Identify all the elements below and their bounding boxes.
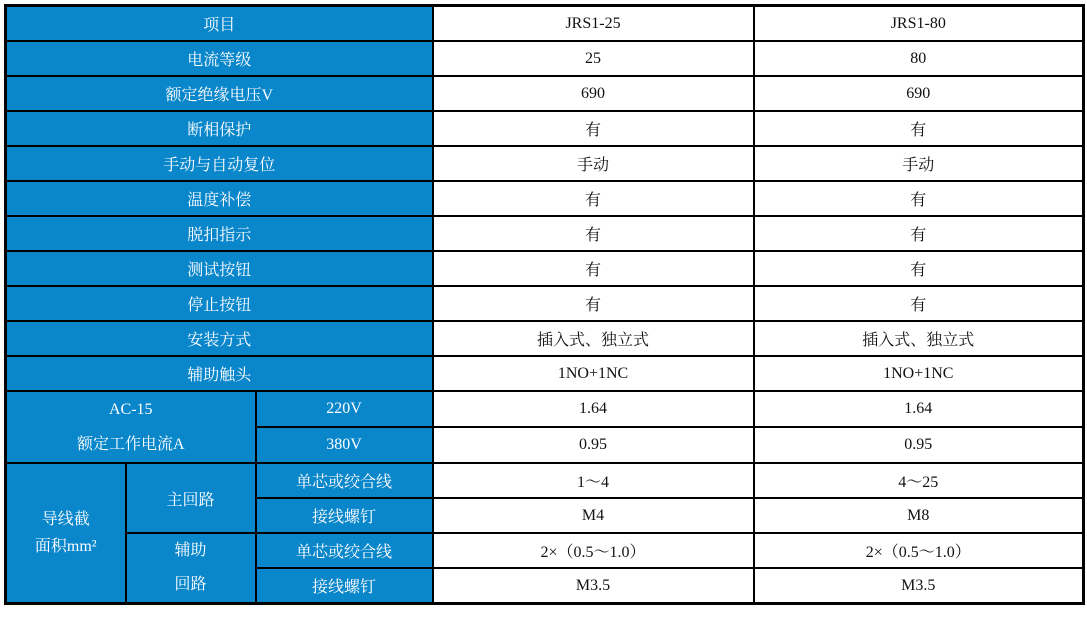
table-row — [6, 533, 1084, 568]
table-row — [6, 463, 1084, 498]
table-row — [6, 76, 1084, 111]
wire-area-label-line1: 导线截 — [41, 511, 90, 528]
jrs1-80-value-cell: M8 — [754, 498, 1084, 533]
table-row — [6, 356, 1084, 391]
table-row — [6, 216, 1084, 251]
table-row — [6, 111, 1084, 146]
row-label-cell: 额定绝缘电压V — [6, 76, 433, 111]
jrs1-25-value-cell: 有 — [433, 111, 754, 146]
table-row — [6, 286, 1084, 321]
row-label-cell: 安装方式 — [6, 321, 433, 356]
aux-circuit-label-line1: 辅助 — [174, 542, 207, 559]
jrs1-25-value-cell: 手动 — [433, 146, 754, 181]
wire-area-group-label-cell — [6, 463, 126, 604]
row-label-cell: 辅助触头 — [6, 356, 433, 391]
jrs1-80-value-cell: 1.64 — [754, 391, 1084, 427]
jrs1-25-value-cell: 1NO+1NC — [433, 356, 754, 391]
table-row — [6, 146, 1084, 181]
jrs1-25-value-cell: 0.95 — [433, 427, 754, 463]
aux-circuit-label-line2: 回路 — [174, 576, 207, 593]
jrs1-25-value-cell: 690 — [433, 76, 754, 111]
wire-area-label-line2: 面积mm² — [34, 538, 97, 555]
jrs1-80-value-cell: M3.5 — [754, 568, 1084, 604]
jrs1-25-value-cell: 1.64 — [433, 391, 754, 427]
jrs1-25-value-cell: M4 — [433, 498, 754, 533]
ac15-voltage-cell: 220V — [256, 391, 433, 427]
row-label-cell: 电流等级 — [6, 41, 433, 76]
table-row — [6, 41, 1084, 76]
jrs1-25-value-cell: 1～4 — [433, 463, 754, 498]
jrs1-80-value-cell: 有 — [754, 216, 1084, 251]
ac15-label-line1: AC-15 — [108, 401, 153, 418]
row-label-cell: 断相保护 — [6, 111, 433, 146]
aux-circuit-label-cell — [126, 533, 256, 604]
row-label-cell: 停止按钮 — [6, 286, 433, 321]
ac15-group-label-cell — [6, 391, 256, 463]
jrs1-80-value-cell: 2×（0.5～1.0） — [754, 533, 1084, 568]
header-row — [6, 6, 1084, 42]
row-label-cell: 脱扣指示 — [6, 216, 433, 251]
table-row — [6, 181, 1084, 216]
ac15-voltage-cell: 380V — [256, 427, 433, 463]
header-item-cell: 项目 — [6, 6, 433, 42]
header-model-1-cell: JRS1-25 — [433, 6, 754, 42]
jrs1-80-value-cell: 插入式、独立式 — [754, 321, 1084, 356]
jrs1-25-value-cell: 插入式、独立式 — [433, 321, 754, 356]
jrs1-80-value-cell: 690 — [754, 76, 1084, 111]
row-label-cell: 测试按钮 — [6, 251, 433, 286]
jrs1-80-value-cell: 有 — [754, 286, 1084, 321]
jrs1-25-value-cell: 有 — [433, 181, 754, 216]
jrs1-80-value-cell: 1NO+1NC — [754, 356, 1084, 391]
jrs1-80-value-cell: 有 — [754, 251, 1084, 286]
wire-type-cell: 接线螺钉 — [256, 498, 433, 533]
row-label-cell: 手动与自动复位 — [6, 146, 433, 181]
table-row — [6, 251, 1084, 286]
jrs1-80-value-cell: 手动 — [754, 146, 1084, 181]
jrs1-25-value-cell: M3.5 — [433, 568, 754, 604]
wire-type-cell: 单芯或绞合线 — [256, 533, 433, 568]
header-model-2-cell: JRS1-80 — [754, 6, 1084, 42]
jrs1-80-value-cell: 0.95 — [754, 427, 1084, 463]
spec-table — [4, 4, 1085, 605]
jrs1-25-value-cell: 有 — [433, 216, 754, 251]
table-row — [6, 321, 1084, 356]
jrs1-80-value-cell: 80 — [754, 41, 1084, 76]
jrs1-25-value-cell: 有 — [433, 286, 754, 321]
row-label-cell: 温度补偿 — [6, 181, 433, 216]
wire-type-cell: 单芯或绞合线 — [256, 463, 433, 498]
jrs1-25-value-cell: 有 — [433, 251, 754, 286]
jrs1-80-value-cell: 4～25 — [754, 463, 1084, 498]
jrs1-80-value-cell: 有 — [754, 111, 1084, 146]
table-row — [6, 391, 1084, 427]
ac15-label-line2: 额定工作电流A — [76, 436, 185, 453]
jrs1-80-value-cell: 有 — [754, 181, 1084, 216]
jrs1-25-value-cell: 25 — [433, 41, 754, 76]
main-circuit-label-cell: 主回路 — [126, 463, 256, 533]
wire-type-cell: 接线螺钉 — [256, 568, 433, 604]
jrs1-25-value-cell: 2×（0.5～1.0） — [433, 533, 754, 568]
